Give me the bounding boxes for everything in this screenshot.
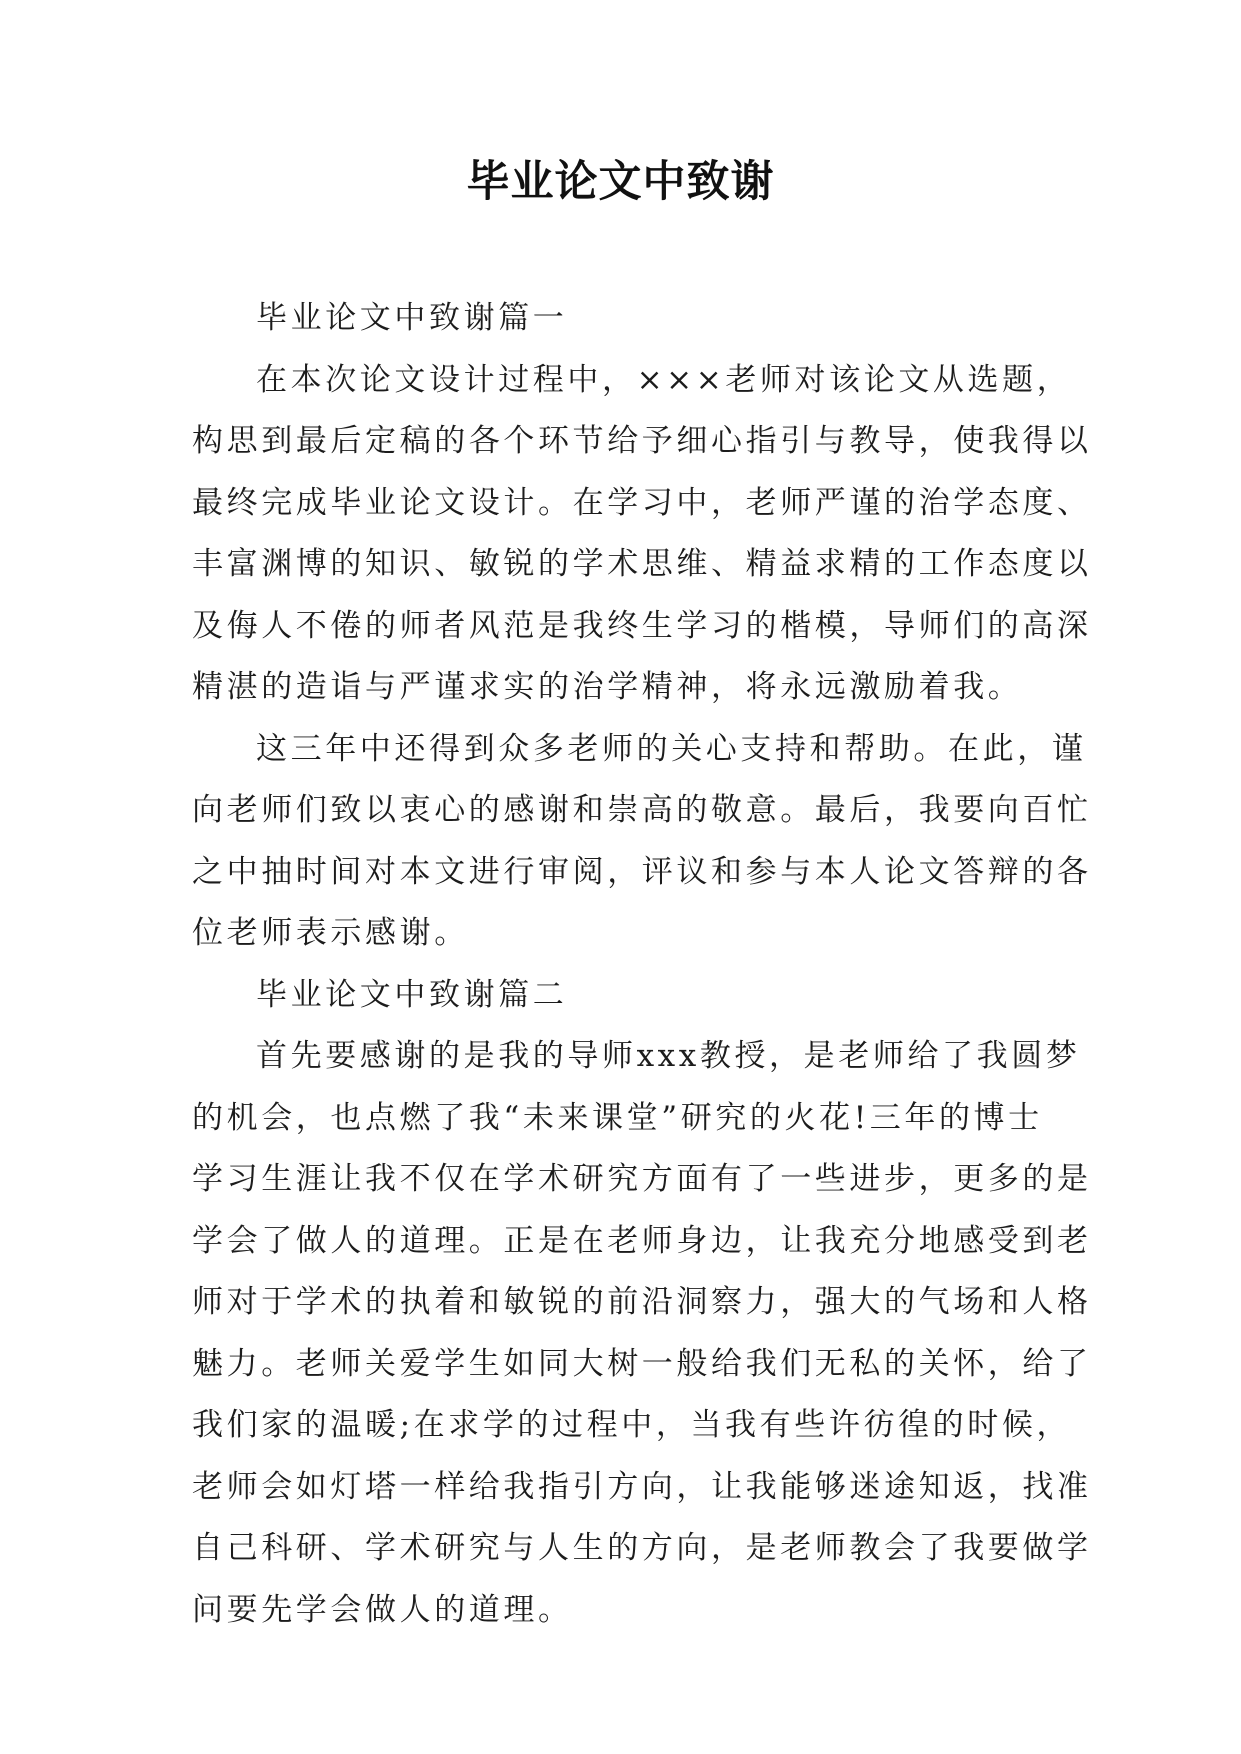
paragraph-line: 丰富渊博的知识、敏锐的学术思维、精益求精的工作态度以 (192, 546, 1092, 582)
paragraph-line: 首先要感谢的是我的导师xxx教授，是老师给了我圆梦 (256, 1038, 1081, 1074)
paragraph-line: 的机会，也点燃了我“未来课堂”研究的火花!三年的博士 (192, 1099, 1043, 1136)
paragraph-line: 构思到最后定稿的各个环节给予细心指引与教导，使我得以 (192, 423, 1092, 459)
paragraph-line: 自己科研、学术研究与人生的方向，是老师教会了我要做学 (192, 1530, 1092, 1566)
paragraph-line: 位老师表示感谢。 (192, 915, 469, 951)
document-body (192, 288, 1092, 1641)
paragraph-line: 学习生涯让我不仅在学术研究方面有了一些进步，更多的是 (192, 1161, 1092, 1197)
paragraph-line: 在本次论文设计过程中，×××老师对该论文从选题， (256, 361, 1072, 398)
paragraph-line: 及侮人不倦的师者风范是我终生学习的楷模，导师们的高深 (192, 607, 1092, 644)
section-heading-2: 毕业论文中致谢篇二 (256, 976, 568, 1013)
paragraph-line: 问要先学会做人的道理。 (192, 1591, 573, 1628)
paragraph-line: 向老师们致以衷心的感谢和崇高的敬意。最后，我要向百忙 (192, 792, 1092, 828)
paragraph-line: 魅力。老师关爱学生如同大树一般给我们无私的关怀，给了 (192, 1345, 1092, 1382)
paragraph-line: 之中抽时间对本文进行审阅，评议和参与本人论文答辩的各 (192, 853, 1092, 890)
paragraph-line: 师对于学术的执着和敏锐的前沿洞察力，强大的气场和人格 (192, 1284, 1092, 1320)
document-title: 毕业论文中致谢 (466, 157, 775, 207)
paragraph-line: 最终完成毕业论文设计。在学习中，老师严谨的治学态度、 (192, 484, 1092, 521)
paragraph-line: 我们家的温暖;在求学的过程中，当我有些许彷徨的时候， (192, 1407, 1072, 1443)
paragraph-line: 学会了做人的道理。正是在老师身边，让我充分地感受到老 (192, 1222, 1092, 1259)
paragraph-line: 这三年中还得到众多老师的关心支持和帮助。在此，谨 (256, 730, 1087, 767)
paragraph-line: 精湛的造诣与严谨求实的治学精神，将永远激励着我。 (192, 669, 1023, 705)
section-heading-1: 毕业论文中致谢篇一 (256, 300, 568, 336)
paragraph-line: 老师会如灯塔一样给我指引方向，让我能够迷途知返，找准 (192, 1468, 1092, 1505)
